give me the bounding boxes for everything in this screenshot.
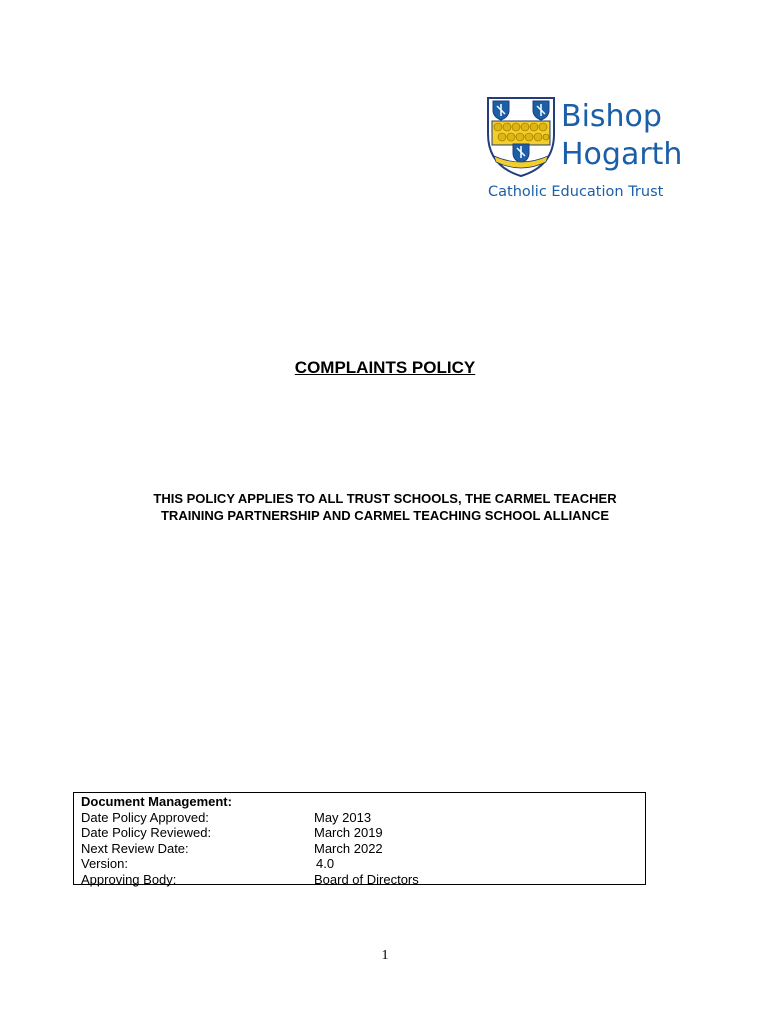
doc-row-version <box>81 856 638 872</box>
doc-row-next-review <box>81 841 638 857</box>
logo-subtitle: Catholic Education Trust <box>488 184 664 200</box>
doc-row-label: Version: <box>81 856 128 871</box>
doc-row-label: Date Policy Reviewed: <box>81 825 212 840</box>
doc-row-label: Date Policy Approved: <box>81 809 209 825</box>
doc-row-date-approved <box>81 810 638 826</box>
applies-statement <box>0 490 770 524</box>
doc-row-approving-body <box>81 872 638 888</box>
doc-row-value: March 2019 <box>314 825 383 840</box>
applies-line-1: THIS POLICY APPLIES TO ALL TRUST SCHOOLS, THE CARMEL TEACHER <box>153 491 617 506</box>
doc-row-value: 4.0 <box>316 856 335 871</box>
logo-name-line1: Bishop <box>561 99 662 134</box>
trust-logo <box>486 96 706 211</box>
logo-name-line2: Hogarth <box>561 137 683 172</box>
doc-row-date-reviewed <box>81 825 638 841</box>
document-management-box <box>73 792 646 885</box>
doc-row-label: Approving Body: <box>81 871 177 887</box>
page-title: COMPLAINTS POLICY <box>294 358 476 377</box>
logo-wordmark <box>561 98 682 174</box>
page-number: 1 <box>381 948 389 963</box>
shield-crest-icon <box>486 96 556 178</box>
doc-row-label: Next Review Date: <box>81 840 189 856</box>
doc-row-value: May 2013 <box>314 809 372 825</box>
doc-row-value: Board of Directors <box>314 871 419 887</box>
doc-row-value: March 2022 <box>314 840 383 856</box>
applies-line-2: TRAINING PARTNERSHIP AND CARMEL TEACHING SCHOOL ALLIANCE <box>160 508 610 523</box>
document-management-heading: Document Management: <box>81 794 232 809</box>
